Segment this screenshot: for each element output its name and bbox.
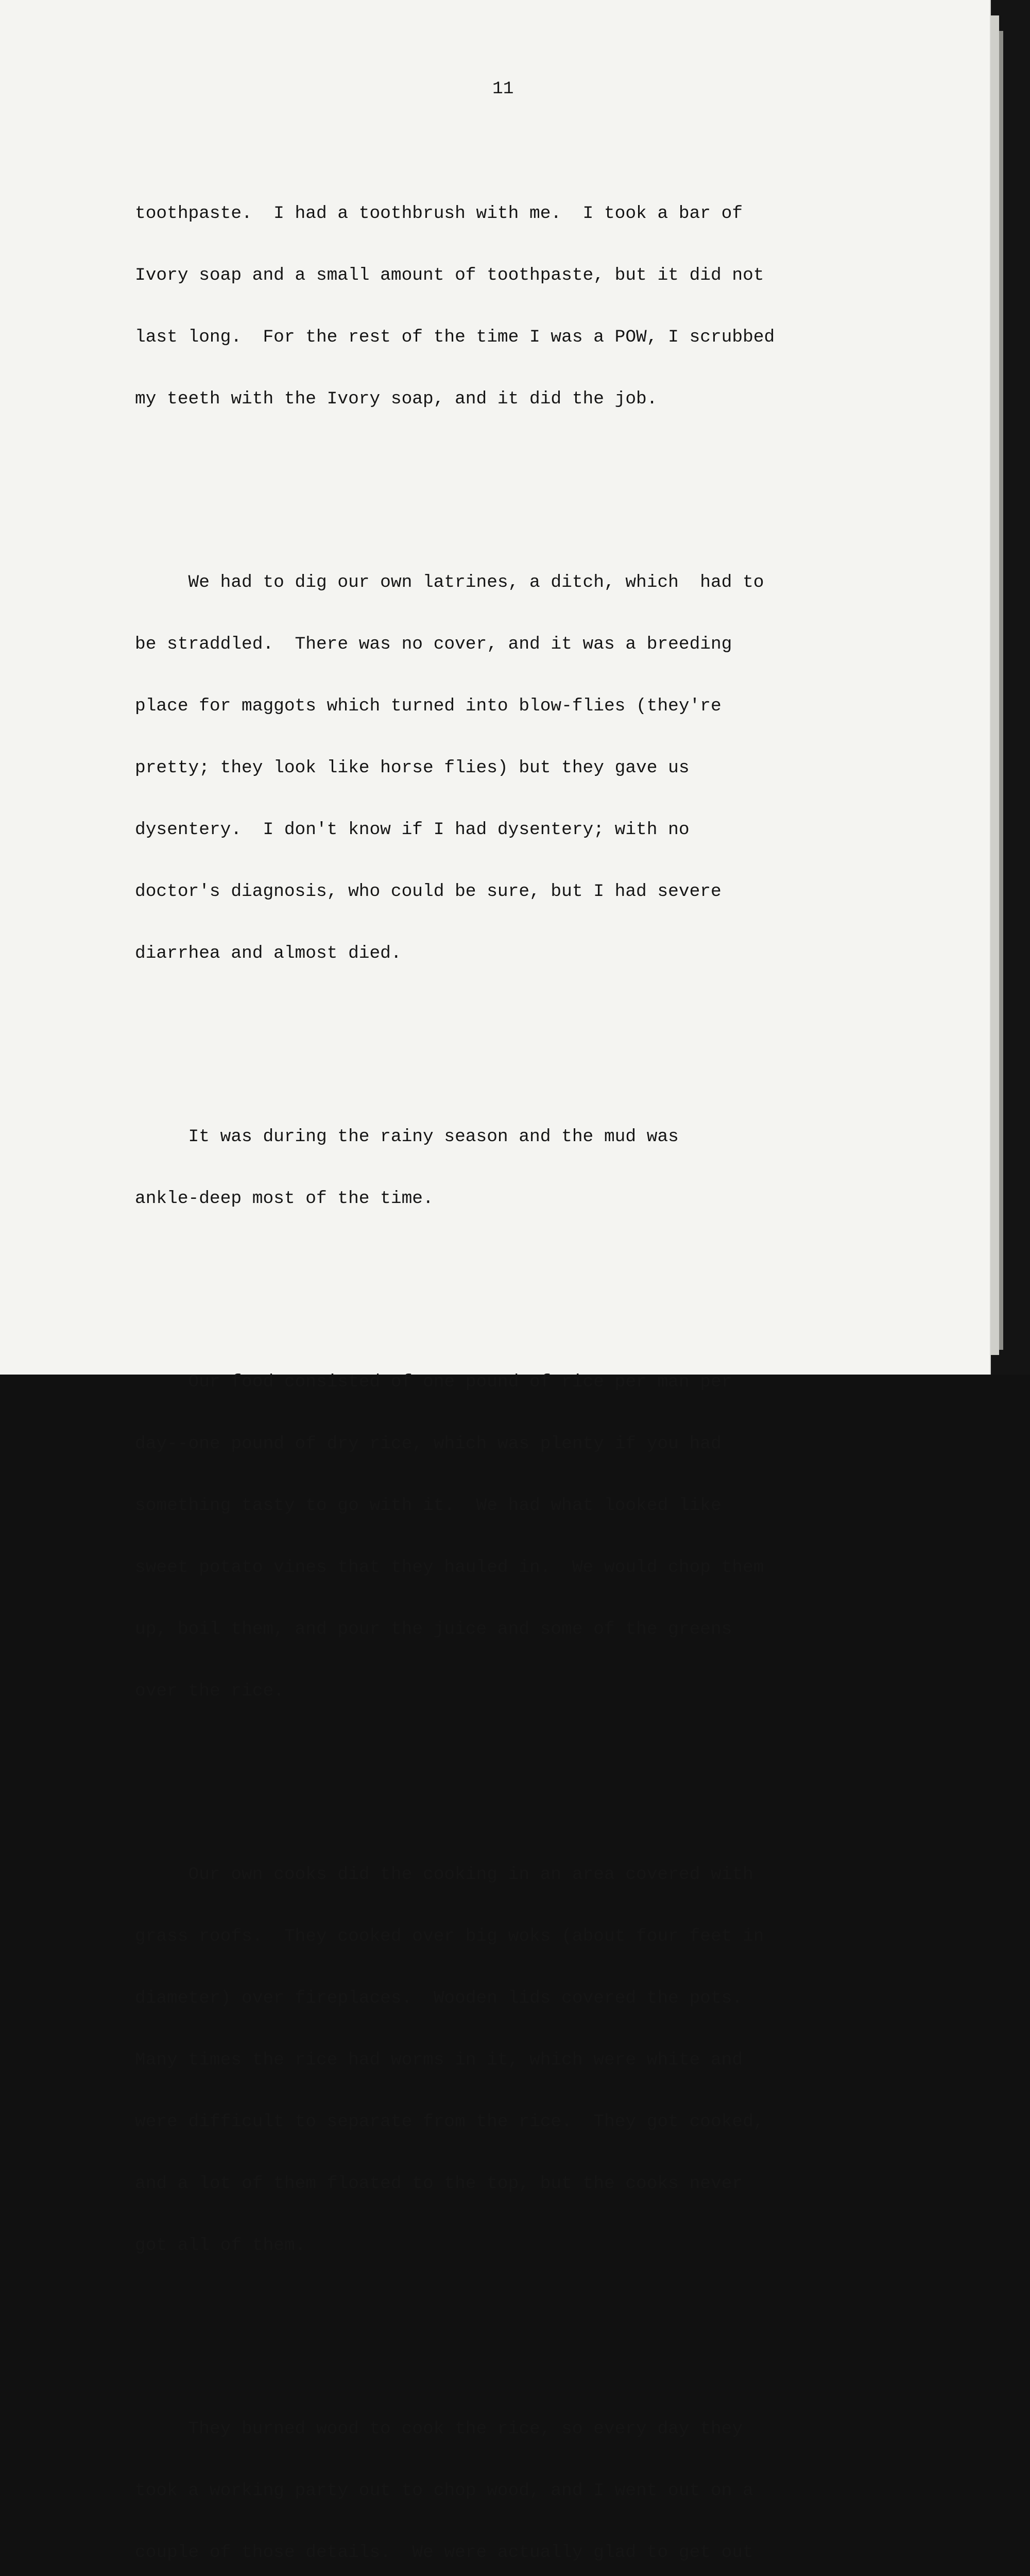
paragraph-toothpaste: [135, 162, 775, 451]
text-line: something tasty to go with it. We had what looked like: [135, 1496, 722, 1516]
text-line: over the rice.: [135, 1681, 284, 1701]
text-line: diameter) over fireplaces. Wooden lids covered the pots.: [135, 1988, 743, 2008]
text-line: toothpaste. I had a toothbrush with me. I took a bar of: [135, 204, 743, 224]
text-line: We had to dig our own latrines, a ditch, which had to: [135, 572, 764, 592]
text-line: my teeth with the Ivory soap, and it did the job.: [135, 389, 658, 409]
text-line: and a lot of them floated to the top, but the cooks never: [135, 2174, 743, 2194]
text-line: took a working party out to chop wood, and I went out on a: [135, 2481, 753, 2501]
paragraph-wood: [135, 2378, 775, 2576]
text-line: Ivory soap and a small amount of toothpaste, but it did not: [135, 265, 764, 285]
page-binding-edge: [999, 31, 1003, 1350]
text-line: Our own cooks did the cooking in an area covered with: [135, 1865, 753, 1885]
text-line: ankle-deep most of the time.: [135, 1189, 434, 1209]
paragraph-food: [135, 1331, 775, 1743]
paragraph-latrines: [135, 531, 775, 1005]
text-line: Many times the rice had worms in it, which were white and: [135, 2050, 743, 2070]
page-edge-shadow: [990, 15, 999, 1355]
text-line: doctor's diagnosis, who could be sure, but I had severe: [135, 882, 722, 902]
paragraph-cooks: [135, 1823, 775, 2297]
text-line: last long. For the rest of the time I was a POW, I scrubbed: [135, 327, 775, 347]
text-line: grass roofs. They cooked over big woks (about four feet in: [135, 1926, 764, 1946]
document-body: [135, 121, 775, 2576]
text-line: dysentery. I don't know if I had dysentery; with no: [135, 820, 690, 840]
text-line: diarrhea and almost died.: [135, 943, 402, 963]
text-line: sweet potato vines that they hauled in. We would chop them: [135, 1557, 764, 1578]
text-line: pretty; they look like horse flies) but they gave us: [135, 758, 690, 778]
text-line: It was during the rainy season and the mud was: [135, 1127, 679, 1147]
paragraph-rainy-season: [135, 1086, 775, 1250]
text-line: were difficult to separate from the rice. They got cooked,: [135, 2112, 764, 2132]
text-line: Our food consisted of one pound of rice per man per: [135, 1372, 732, 1392]
text-line: day--one pound of dry rice, which was plenty if you had: [135, 1434, 722, 1454]
text-line: up, boil them, and pour the juice and some of the greens: [135, 1619, 732, 1639]
text-line: They burned wood to cook the rice, so every day they: [135, 2419, 743, 2439]
text-line: couple of those details. We were actually glad to get out: [135, 2543, 753, 2563]
text-line: place for maggots which turned into blow-flies (they're: [135, 696, 722, 716]
text-line: be straddled. There was no cover, and it was a breeding: [135, 634, 732, 654]
text-line: got all of them.: [135, 2235, 306, 2256]
page-number: 11: [492, 79, 514, 99]
